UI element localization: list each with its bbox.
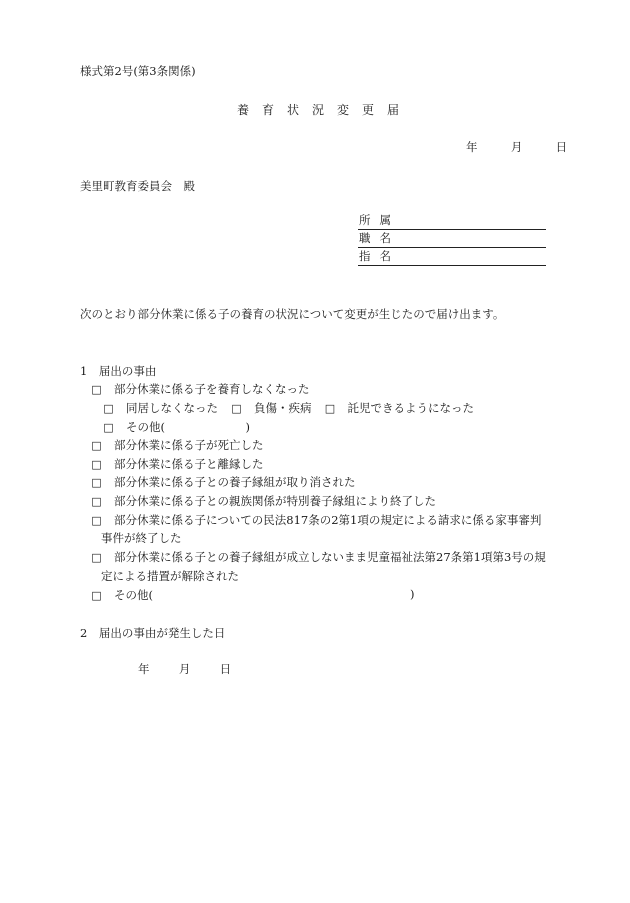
sub-reasons-row	[103, 400, 474, 416]
checkbox[interactable]: □	[91, 439, 102, 452]
checkbox[interactable]: □	[103, 421, 114, 434]
sub-reason-other-label[interactable]: その他( )	[126, 420, 250, 434]
checkbox[interactable]: □	[91, 589, 102, 602]
reason-item	[91, 474, 356, 490]
reason-item	[91, 493, 436, 509]
sub-reason-label: 同居しなくなった	[126, 401, 218, 415]
reason-label: 部分休業に係る子との養子縁組が成立しないまま児童福祉法第27条第1項第3号の規	[114, 550, 546, 564]
position-field[interactable]	[358, 231, 546, 248]
checkbox[interactable]: □	[324, 402, 336, 415]
date-day-label: 日	[555, 140, 568, 154]
section1-heading: 1 届出の事由	[80, 364, 157, 378]
checkbox[interactable]: □	[91, 551, 102, 564]
sub-reason-label: 負傷・疾病	[254, 401, 312, 415]
occurrence-month-label: 月	[178, 662, 191, 676]
checkbox[interactable]: □	[91, 476, 102, 489]
form-number: 様式第2号(第3条関係)	[80, 64, 196, 78]
reason-label: 部分休業に係る子との親族関係が特別養子縁組により終了した	[114, 494, 436, 508]
checkbox[interactable]: □	[103, 402, 114, 415]
reason-court-case	[91, 512, 541, 528]
checkbox[interactable]: □	[91, 458, 102, 471]
occurrence-day-label: 日	[219, 662, 232, 676]
reason-item	[91, 456, 264, 472]
date-month-label: 月	[510, 140, 523, 154]
date-year-label: 年	[466, 140, 478, 154]
name-label: 指名	[359, 249, 400, 263]
submission-date	[466, 139, 567, 155]
reason-other-close: )	[410, 587, 415, 601]
name-field[interactable]	[358, 249, 546, 266]
checkbox[interactable]: □	[91, 514, 102, 527]
reason-no-longer-raising	[91, 381, 310, 397]
affiliation-field[interactable]	[358, 213, 546, 230]
checkbox[interactable]: □	[231, 402, 242, 415]
occurrence-date[interactable]	[138, 661, 231, 677]
reason-other	[91, 587, 153, 603]
reason-label: 部分休業に係る子が死亡した	[114, 438, 264, 452]
addressee: 美里町教育委員会 殿	[80, 179, 195, 193]
sub-reason-other-row	[103, 419, 250, 435]
reason-court-case-continued: 事件が終了した	[101, 531, 182, 545]
checkbox[interactable]: □	[91, 495, 102, 508]
reason-label: 部分休業に係る子と離縁した	[114, 457, 264, 471]
reason-label: 部分休業に係る子との養子縁組が取り消された	[114, 475, 356, 489]
sub-reason-label: 託児できるようになった	[347, 401, 474, 415]
document-title: 養育状況変更届	[237, 103, 413, 117]
intro-text: 次のとおり部分休業に係る子の養育の状況について変更が生じたので届け出ます。	[80, 307, 505, 321]
position-label: 職名	[359, 231, 400, 245]
reason-label: 部分休業に係る子を養育しなくなった	[114, 382, 310, 396]
checkbox[interactable]: □	[91, 383, 102, 396]
affiliation-label: 所属	[359, 213, 400, 227]
occurrence-year-label: 年	[138, 662, 150, 676]
reason-other-input[interactable]	[156, 584, 408, 600]
section2-heading: 2 届出の事由が発生した日	[80, 626, 226, 640]
reason-other-label: その他(	[114, 588, 153, 602]
reason-item	[91, 437, 264, 453]
reason-welfare-measure-continued: 定による措置が解除された	[101, 569, 239, 583]
reason-label: 部分休業に係る子についての民法817条の2第1項の規定による請求に係る家事審判	[114, 513, 542, 527]
reason-welfare-measure	[91, 549, 546, 565]
